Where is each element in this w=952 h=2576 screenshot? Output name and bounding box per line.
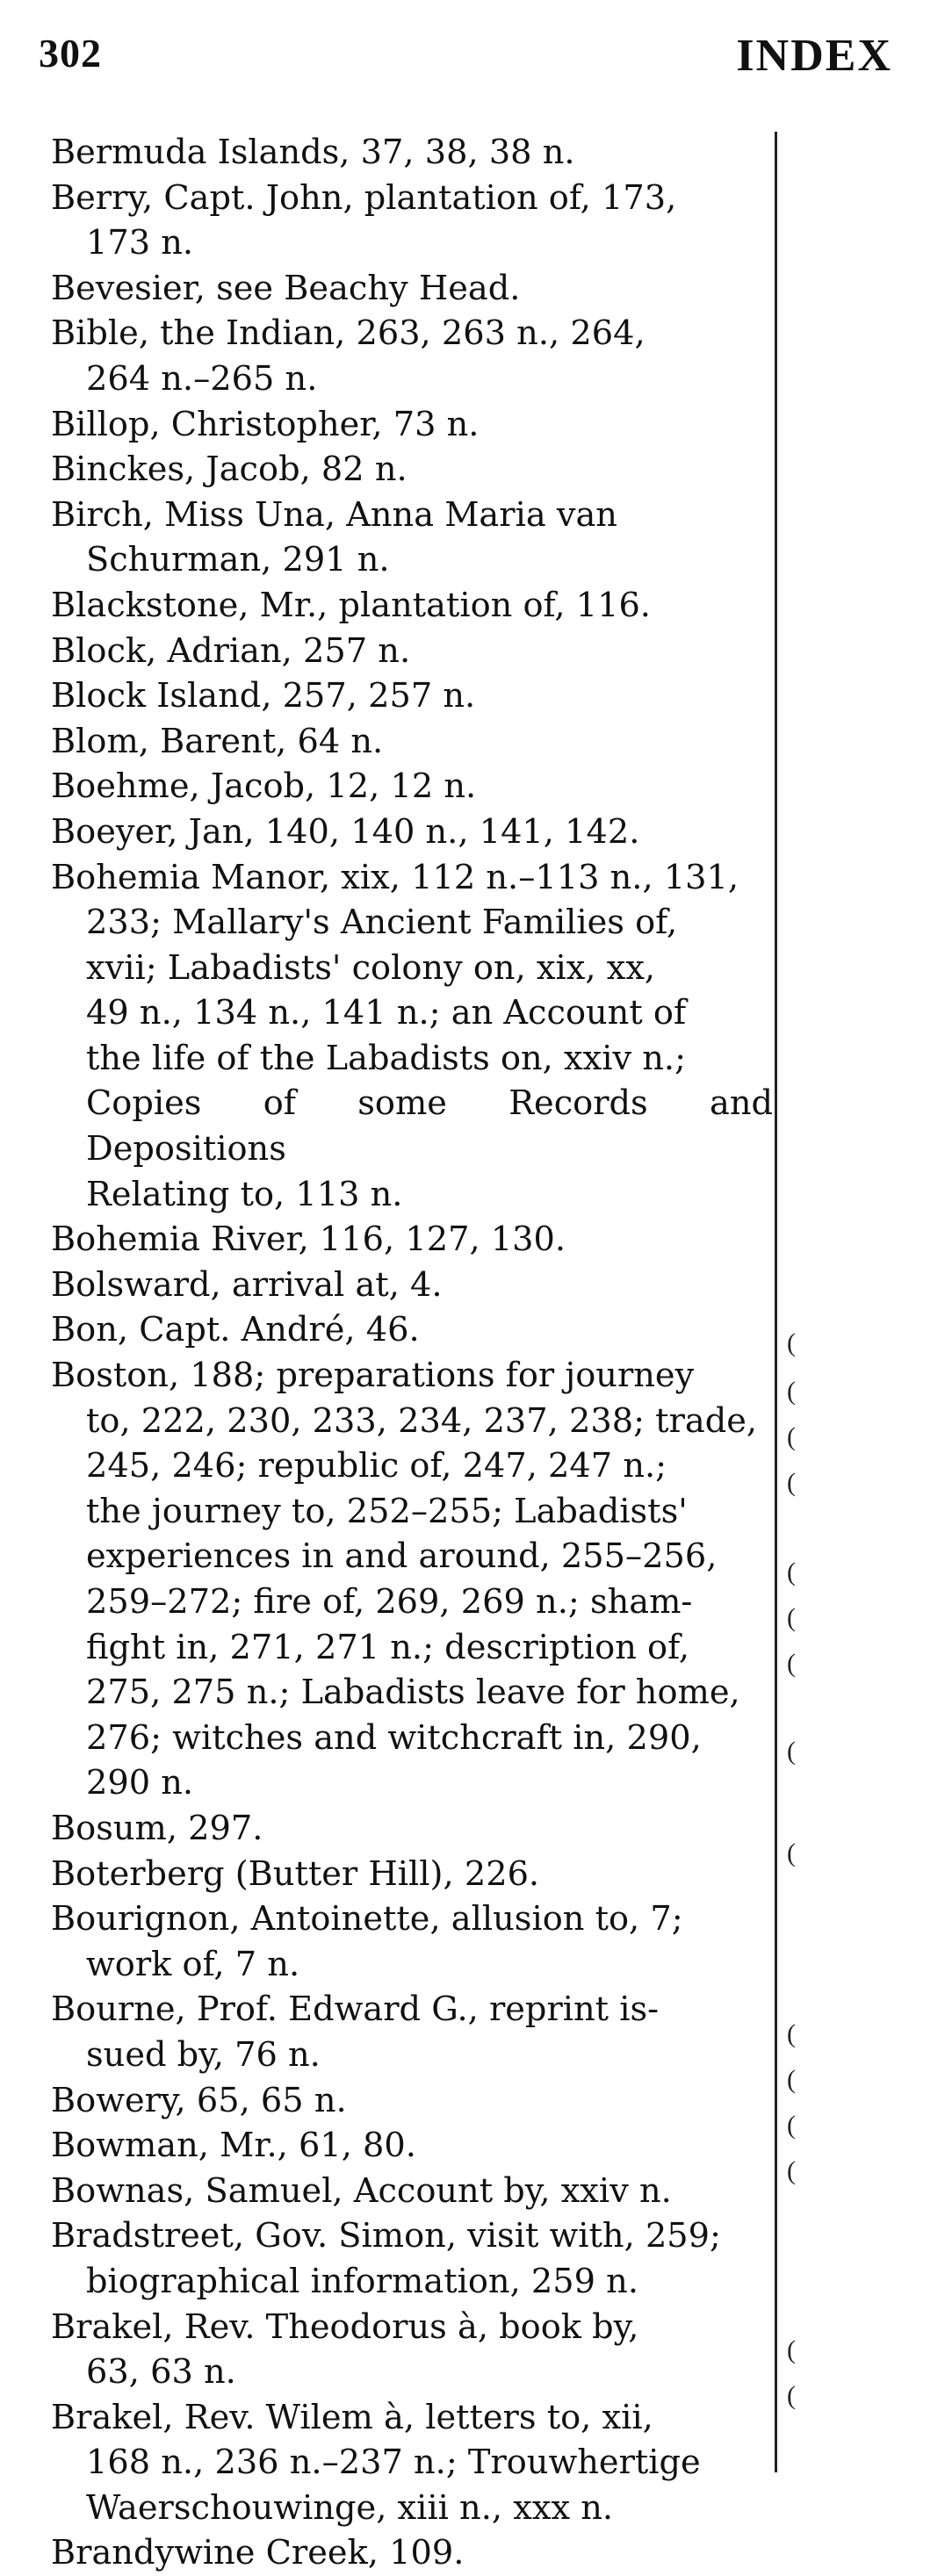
index-entry xyxy=(0,629,773,674)
index-entry-line: Bownas, Samuel, Account by, xxiv n. xyxy=(51,2170,672,2211)
index-entry-line: Bosum, 297. xyxy=(51,1808,263,1848)
index-entry-line: Bohemia River, 116, 127, 130. xyxy=(51,1220,566,1260)
index-entry-line: Brakel, Rev. Theodorus à, book by, xyxy=(51,2306,639,2347)
index-entry-line: 290 n. xyxy=(86,1763,194,1803)
index-entry-line: Bourignon, Antoinette, allusion to, 7; xyxy=(51,1899,683,1939)
index-entry xyxy=(0,2530,773,2576)
index-entry xyxy=(0,130,773,176)
index-entry-line: Bowman, Mr., 61, 80. xyxy=(51,2126,416,2166)
margin-mark: ( xyxy=(787,2335,796,2364)
index-entry-line: Blom, Barent, 64 n. xyxy=(51,721,384,761)
margin-mark: ( xyxy=(787,2019,796,2048)
index-list xyxy=(0,130,773,2576)
index-entry xyxy=(0,1353,773,1806)
index-entry-line: Boston, 188; preparations for journey xyxy=(51,1356,695,1396)
index-entry-line: 173 n. xyxy=(86,223,194,263)
index-entry xyxy=(0,402,773,448)
index-entry-line: 233; Mallary's Ancient Families of, xyxy=(86,903,678,943)
index-entry-line: Bon, Capt. André, 46. xyxy=(51,1310,420,1350)
margin-mark: ( xyxy=(787,1328,796,1357)
index-entry-line: Blackstone, Mr., plantation of, 116. xyxy=(51,585,651,625)
index-entry-line: Schurman, 291 n. xyxy=(86,540,390,580)
index-entry-line: xvii; Labadists' colony on, xix, xx, xyxy=(86,947,656,988)
index-entry-line: Berry, Capt. John, plantation of, 173, xyxy=(51,177,677,218)
index-entry-line: 245, 246; republic of, 247, 247 n.; xyxy=(86,1446,667,1486)
index-entry-line: sued by, 76 n. xyxy=(86,2034,321,2075)
margin-mark: ( xyxy=(787,2156,796,2185)
index-entry-line: Boehme, Jacob, 12, 12 n. xyxy=(51,766,477,807)
index-entry-line: Brandywine Creek, 109. xyxy=(51,2533,465,2573)
index-entry-line: Boeyer, Jan, 140, 140 n., 141, 142. xyxy=(51,811,640,852)
margin-mark: ( xyxy=(787,1649,796,1678)
index-entry-line: 63, 63 n. xyxy=(86,2352,236,2393)
index-entry-line: Bolsward, arrival at, 4. xyxy=(51,1264,443,1305)
index-entry-line: Bible, the Indian, 263, 263 n., 264, xyxy=(51,313,645,354)
index-entry-line: 168 n., 236 n.–237 n.; Trouwhertige xyxy=(86,2443,701,2483)
margin-mark: ( xyxy=(787,1377,796,1406)
margin-mark: ( xyxy=(787,1737,796,1766)
index-entry-line: Bradstreet, Gov. Simon, visit with, 259; xyxy=(51,2216,721,2256)
index-entry-line: Bevesier, see Beachy Head. xyxy=(51,268,521,308)
index-entry xyxy=(0,764,773,809)
running-head: INDEX xyxy=(736,31,892,81)
index-entry xyxy=(0,1852,773,1897)
index-entry xyxy=(0,447,773,493)
index-entry xyxy=(0,2213,773,2304)
margin-mark: ( xyxy=(787,1558,796,1587)
index-entry xyxy=(0,1896,773,1987)
index-entry-line: experiences in and around, 255–256, xyxy=(86,1536,718,1577)
index-entry xyxy=(0,1987,773,2077)
index-entry-line: the life of the Labadists on, xxiv n.; xyxy=(86,1038,687,1078)
index-entry xyxy=(0,1217,773,1263)
right-margin-marks xyxy=(787,0,804,2486)
index-entry xyxy=(0,311,773,401)
index-entry-line: 276; witches and witchcraft in, 290, xyxy=(86,1717,702,1758)
index-entry-line: Brakel, Rev. Wilem à, letters to, xii, xyxy=(51,2397,653,2437)
index-entry-line: Bowery, 65, 65 n. xyxy=(51,2080,347,2120)
index-entry xyxy=(0,583,773,629)
column-rule xyxy=(775,132,777,2472)
index-entry xyxy=(0,2169,773,2214)
index-entry-line: fight in, 271, 271 n.; description of, xyxy=(86,1627,690,1667)
margin-mark: ( xyxy=(787,2111,796,2140)
index-entry-line: Bourne, Prof. Edward G., reprint is- xyxy=(51,1990,660,2030)
margin-mark: ( xyxy=(787,1468,796,1497)
index-entry xyxy=(0,2305,773,2395)
index-entry-line: Bohemia Manor, xix, 112 n.–113 n., 131, xyxy=(51,857,739,897)
margin-mark: ( xyxy=(787,2065,796,2094)
index-entry xyxy=(0,1263,773,1308)
index-entry xyxy=(0,493,773,583)
index-entry-line: Waerschouwinge, xiii n., xxx n. xyxy=(86,2487,614,2528)
index-entry-line: Bermuda Islands, 37, 38, 38 n. xyxy=(51,133,575,172)
index-entry-line: 275, 275 n.; Labadists leave for home, xyxy=(86,1673,740,1713)
index-entry-line: Block, Adrian, 257 n. xyxy=(51,630,411,671)
index-entry-line: Block Island, 257, 257 n. xyxy=(51,676,476,716)
margin-mark: ( xyxy=(787,2381,796,2410)
index-entry-line: 259–272; fire of, 269, 269 n.; sham- xyxy=(86,1582,693,1622)
index-entry xyxy=(0,2395,773,2531)
index-entry-line: Binckes, Jacob, 82 n. xyxy=(51,450,407,490)
index-entry xyxy=(0,809,773,855)
index-entry xyxy=(0,673,773,719)
index-entry xyxy=(0,2078,773,2124)
index-entry-line: Relating to, 113 n. xyxy=(86,1174,403,1214)
page-number: 302 xyxy=(39,31,102,76)
index-entry xyxy=(0,719,773,765)
index-entry-line: Billop, Christopher, 73 n. xyxy=(51,404,480,444)
margin-mark: ( xyxy=(787,1603,796,1632)
index-entry-line: 264 n.–265 n. xyxy=(86,358,318,399)
index-entry xyxy=(0,2123,773,2169)
index-entry-line: to, 222, 230, 233, 234, 237, 238; trade, xyxy=(86,1400,758,1441)
margin-mark: ( xyxy=(787,1422,796,1451)
index-entry-line: Copies of some Records and Depositions xyxy=(86,1083,773,1169)
index-entry-line: Birch, Miss Una, Anna Maria van xyxy=(51,494,617,535)
index-entry xyxy=(0,266,773,312)
index-entry xyxy=(0,1806,773,1852)
index-entry-line: work of, 7 n. xyxy=(86,1944,300,1984)
index-entry-line: Boterberg (Butter Hill), 226. xyxy=(51,1853,540,1894)
margin-mark: ( xyxy=(787,1838,796,1867)
index-entry-line: 49 n., 134 n., 141 n.; an Account of xyxy=(86,993,687,1033)
index-entry xyxy=(0,855,773,1218)
index-entry-line: the journey to, 252–255; Labadists' xyxy=(86,1491,688,1531)
index-entry-line: biographical information, 259 n. xyxy=(86,2261,639,2301)
index-entry xyxy=(0,176,773,266)
index-entry xyxy=(0,1307,773,1353)
